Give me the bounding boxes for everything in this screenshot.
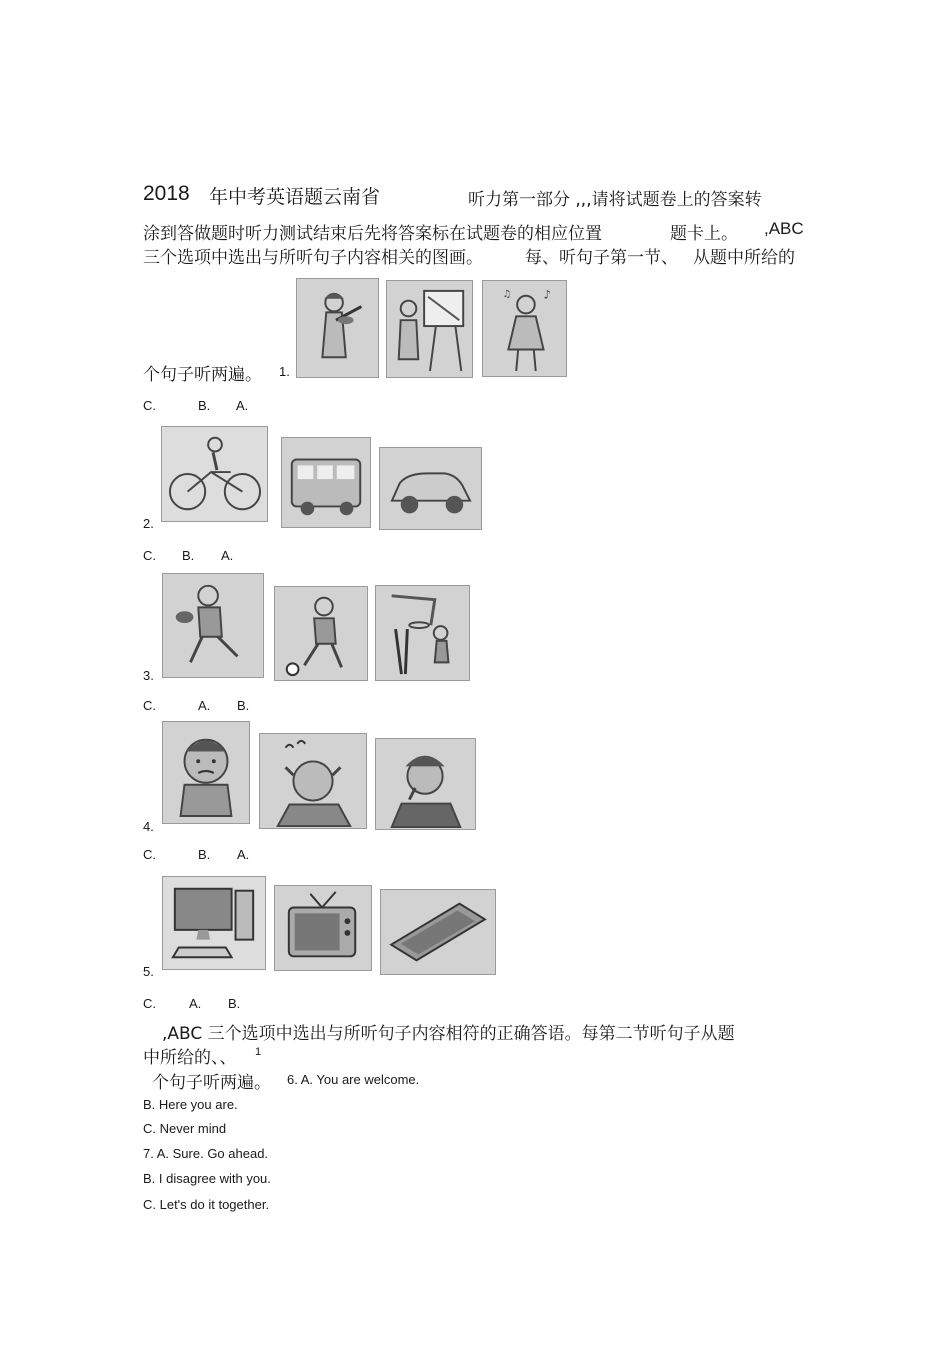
option-label: A. — [198, 698, 211, 713]
car-picture — [379, 447, 482, 530]
question-number: 2. — [143, 516, 154, 531]
phone-picture — [380, 889, 496, 975]
question-number: 1. — [279, 364, 290, 379]
q7-option-c: C. Let's do it together. — [143, 1197, 270, 1212]
boy-running-rugby-picture — [162, 573, 264, 678]
option-label: B. — [182, 548, 195, 563]
option-label: B. — [198, 847, 211, 862]
q7-option-b: B. I disagree with you. — [143, 1171, 271, 1186]
intro-line-2b: 题卡上。 — [670, 224, 738, 244]
girl-singing-picture — [482, 280, 567, 377]
option-label: C. — [143, 996, 156, 1011]
intro-line-4: 个句子听两遍。 — [143, 365, 262, 385]
q6-option-c: C. Never mind — [143, 1121, 227, 1136]
question-number: 3. — [143, 668, 154, 683]
section-heading: 听力第一部分 ,,,请将试题卷上的答案转 — [468, 190, 762, 210]
bicycle-picture — [161, 426, 268, 522]
girl-painting-picture — [386, 280, 473, 378]
option-label: A. — [236, 398, 249, 413]
option-label: C. — [143, 698, 156, 713]
intro-line-2c: ,ABC — [764, 219, 804, 238]
option-label: B. — [237, 698, 250, 713]
intro-line-3b: 每、听句子第一节、 — [525, 248, 678, 268]
intro-line-3a: 三个选项中选出与所听句子内容相关的图画。 — [143, 248, 483, 268]
tv-picture — [274, 885, 372, 971]
boy-headache-picture — [259, 733, 367, 829]
section2-line-1: ,ABC 三个选项中选出与所听句子内容相符的正确答语。每第二节听句子从题 — [162, 1024, 735, 1044]
q7-option-a: 7. A. Sure. Go ahead. — [143, 1146, 269, 1161]
title-year: 2018 — [143, 182, 190, 205]
boy-soccer-picture — [274, 586, 368, 681]
option-label: A. — [237, 847, 250, 862]
question-number: 5. — [143, 964, 154, 979]
option-label: A. — [221, 548, 234, 563]
option-label: C. — [143, 398, 156, 413]
computer-picture — [162, 876, 266, 970]
intro-line-2a: 涂到答做题时听力测试结束后先将答案标在试题卷的相应位置 — [143, 224, 602, 244]
q6-option-b: B. Here you are. — [143, 1097, 238, 1112]
question-number: 4. — [143, 819, 154, 834]
intro-line-3c: 从题中所给的 — [693, 248, 795, 268]
page-title: 年中考英语题云南省 — [209, 186, 381, 208]
boy-cough-picture — [375, 738, 476, 830]
section2-line-2: 中所给的、、 — [143, 1048, 237, 1068]
boy-toothache-picture — [162, 721, 250, 824]
boy-basketball-picture — [375, 585, 470, 681]
option-label: B. — [198, 398, 211, 413]
girl-violin-picture — [296, 278, 379, 378]
section2-line-3: 个句子听两遍。 — [152, 1073, 271, 1093]
option-label: C. — [143, 847, 156, 862]
bus-picture — [281, 437, 371, 528]
svg-text:♪: ♪ — [543, 287, 552, 302]
section2-sup: 1 — [255, 1046, 262, 1058]
svg-text:♫: ♫ — [502, 288, 512, 300]
option-label: C. — [143, 548, 156, 563]
option-label: B. — [228, 996, 241, 1011]
q6-option-a: 6. A. You are welcome. — [287, 1072, 420, 1087]
option-label: A. — [189, 996, 202, 1011]
